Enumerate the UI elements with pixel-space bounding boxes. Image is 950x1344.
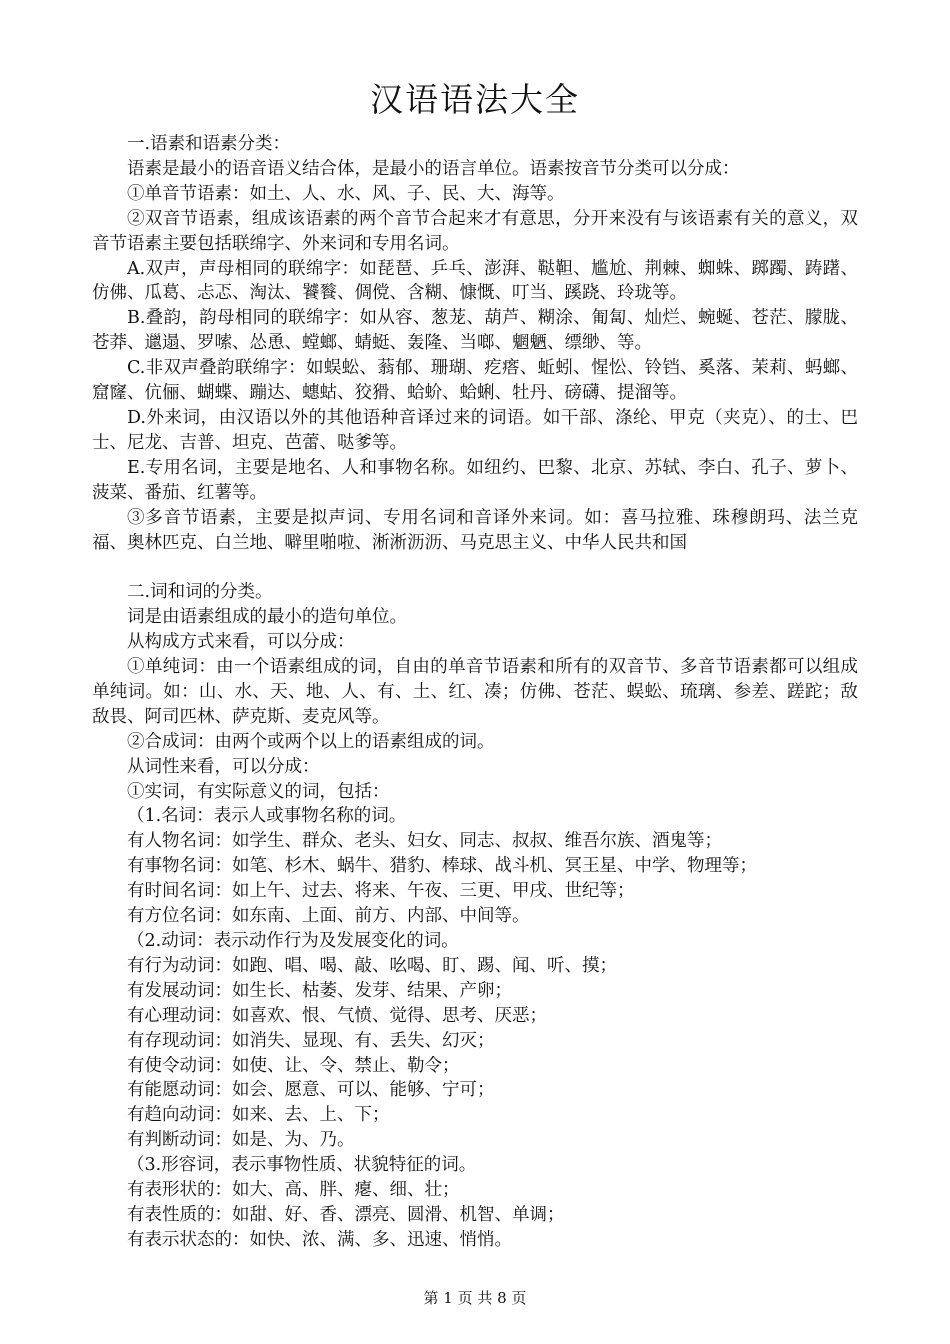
paragraph: （2.动词：表示动作行为及发展变化的词。 bbox=[127, 930, 459, 951]
paragraph: 有表性质的：如甜、好、香、漂亮、圆滑、机智、单调； bbox=[127, 1204, 565, 1225]
paragraph: E.专用名词，主要是地名、人和事物名称。如纽约、巴黎、北京、苏轼、李白、孔子、萝卜、菠菜、番茄、红薯等。 bbox=[92, 457, 858, 503]
paragraph: 词是由语素组成的最小的造句单位。 bbox=[127, 607, 407, 628]
paragraph: （3.形容词，表示事物性质、状貌特征的词。 bbox=[127, 1155, 477, 1176]
paragraph: 有事物名词：如笔、杉木、蜗牛、猎豹、棒球、战斗机、冥王星、中学、物理等； bbox=[127, 856, 757, 877]
document-title: 汉语语法大全 bbox=[370, 80, 580, 119]
paragraph: 有人物名词：如学生、群众、老头、妇女、同志、叔叔、维吾尔族、酒鬼等； bbox=[127, 831, 722, 852]
paragraph: 从词性来看，可以分成： bbox=[127, 756, 320, 777]
document-body bbox=[92, 132, 858, 1253]
paragraph-spacer bbox=[92, 555, 858, 580]
paragraph: ①单纯词：由一个语素组成的词，自由的单音节语素和所有的双音节、多音节语素都可以组成单纯词。如：山、水、天、地、人、有、土、红、凑；仿佛、苍茫、蜈蚣、琉璃、参差、蹉跎；敌敌畏、阿司匹林、萨克斯、麦克风等。 bbox=[92, 657, 858, 727]
paragraph: 有存现动词：如消失、显现、有、丢失、幻灭； bbox=[127, 1030, 495, 1051]
page-footer: 第 1 页 共 8 页 bbox=[423, 1289, 527, 1307]
paragraph: 有使令动词：如使、让、令、禁止、勒令； bbox=[127, 1055, 460, 1076]
paragraph: B.叠韵，韵母相同的联绵字：如从容、葱茏、葫芦、糊涂、匍匐、灿烂、蜿蜒、苍茫、朦胧、苍莽、邋遢、罗嗦、怂恿、螳螂、蜻蜓、轰隆、当啷、魍魉、缥缈、等。 bbox=[92, 308, 858, 354]
paragraph: 有心理动词：如喜欢、恨、气愤、觉得、思考、厌恶； bbox=[127, 1005, 547, 1026]
paragraph: 有行为动词：如跑、唱、喝、敲、吆喝、盯、踢、闻、听、摸； bbox=[127, 955, 617, 976]
paragraph: ①单音节语素：如土、人、水、风、子、民、大、海等。 bbox=[127, 183, 565, 204]
paragraph: 有能愿动词：如会、愿意、可以、能够、宁可； bbox=[127, 1080, 495, 1101]
paragraph: 有判断动词：如是、为、乃。 bbox=[127, 1130, 355, 1151]
paragraph: D.外来词，由汉语以外的其他语种音译过来的词语。如干部、涤纶、甲克（夹克）、的士、巴士、尼龙、吉普、坦克、芭蕾、哒爹等。 bbox=[92, 407, 858, 453]
paragraph: 语素是最小的语音语义结合体，是最小的语言单位。语素按音节分类可以分成： bbox=[127, 158, 740, 179]
paragraph: C.非双声叠韵联绵字：如蜈蚣、蓊郁、珊瑚、疙瘩、蚯蚓、惺忪、铃铛、奚落、茉莉、蚂螂、窟窿、伉俪、蝴蝶、蹦达、蟪蛄、狡猾、蛤蚧、蛤蜊、牡丹、磅礴、提溜等。 bbox=[92, 358, 858, 404]
paragraph: 一.语素和语素分类： bbox=[127, 134, 291, 154]
paragraph: ②合成词：由两个或两个以上的语素组成的词。 bbox=[127, 731, 495, 752]
paragraph: 有表形状的：如大、高、胖、瘪、细、壮； bbox=[127, 1180, 460, 1201]
paragraph: 有方位名词：如东南、上面、前方、内部、中间等。 bbox=[127, 906, 530, 927]
paragraph: （1.名词：表示人或事物名称的词。 bbox=[127, 806, 407, 827]
paragraph: 从构成方式来看，可以分成： bbox=[127, 632, 355, 653]
paragraph: 二.词和词的分类。 bbox=[127, 582, 273, 603]
paragraph: A.双声，声母相同的联绵字：如琵琶、乒乓、澎湃、鞑靼、尴尬、荆棘、蜘蛛、踯躅、踌躇、仿佛、瓜葛、忐忑、淘汰、饕餮、倜傥、含糊、慷慨、叮当、蹊跷、玲珑等。 bbox=[92, 258, 858, 304]
paragraph: 有时间名词：如上午、过去、将来、午夜、三更、甲戌、世纪等； bbox=[127, 881, 635, 902]
paragraph: 有表示状态的：如快、浓、满、多、迅速、悄悄。 bbox=[127, 1229, 512, 1250]
paragraph: ①实词，有实际意义的词，包括： bbox=[127, 781, 390, 802]
paragraph: ③多音节语素，主要是拟声词、专用名词和音译外来词。如：喜马拉雅、珠穆朗玛、法兰克福、奥林匹克、白兰地、噼里啪啦、淅淅沥沥、马克思主义、中华人民共和国 bbox=[92, 507, 858, 553]
paragraph: 有发展动词：如生长、枯萎、发芽、结果、产卵； bbox=[127, 980, 512, 1001]
paragraph: ②双音节语素，组成该语素的两个音节合起来才有意思，分开来没有与该语素有关的意义，双音节语素主要包括联绵字、外来词和专用名词。 bbox=[92, 208, 858, 254]
paragraph: 有趋向动词：如来、去、上、下； bbox=[127, 1105, 390, 1126]
